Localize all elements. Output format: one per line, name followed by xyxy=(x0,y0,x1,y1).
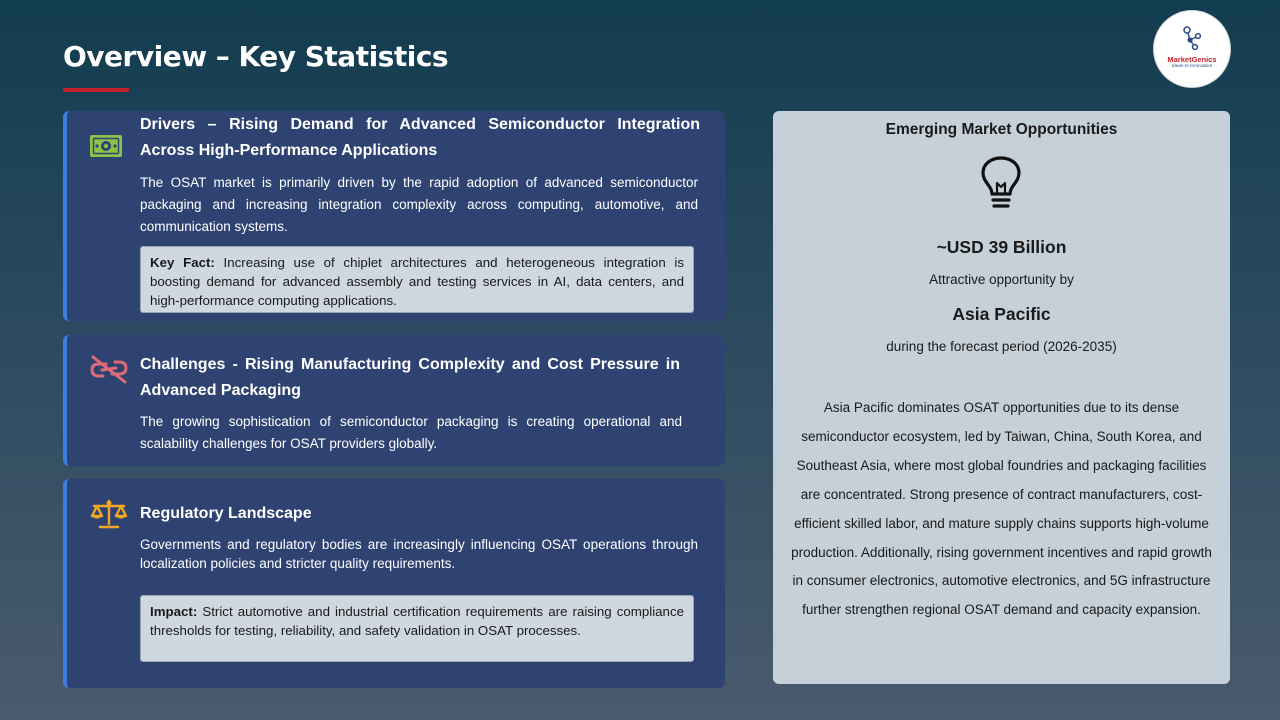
challenges-body: The growing sophistication of semiconductor packaging is creating operational and scalability challenges for OSAT providers globally. xyxy=(140,414,682,451)
impact-text: Strict automotive and industrial certification requirements are raising compliance thresholds for testing, reliability, and safety validation in OSAT processes. xyxy=(150,604,684,638)
company-logo[interactable] xyxy=(1154,11,1230,87)
impact-box xyxy=(140,595,694,662)
money-icon xyxy=(89,133,123,159)
regulatory-body: Governments and regulatory bodies are increasingly influencing OSAT operations through localization policies and stricter quality requirements. xyxy=(140,537,698,571)
drivers-card xyxy=(63,111,725,321)
scales-icon xyxy=(89,498,129,530)
forecast-period: during the forecast period (2026-2035) xyxy=(886,339,1117,354)
key-fact-label: Key Fact: xyxy=(150,255,215,270)
page-title: Overview – Key Statistics xyxy=(63,40,449,73)
logo-name: MarketGenics xyxy=(1167,55,1217,64)
logo-tagline: Ideas to Innovation xyxy=(1171,64,1213,69)
challenges-heading: Challenges - Rising Manufacturing Complexity and Cost Pressure in Advanced Packaging xyxy=(140,356,680,399)
drivers-heading: Drivers – Rising Demand for Advanced Semiconductor Integration Across High-Performance Applications xyxy=(140,116,700,159)
opportunities-panel xyxy=(773,111,1230,684)
title-underline xyxy=(63,88,129,92)
broken-link-icon xyxy=(89,354,129,384)
opportunity-region: Asia Pacific xyxy=(952,304,1051,324)
opportunity-subtitle: Attractive opportunity by xyxy=(929,272,1074,287)
regulatory-card xyxy=(63,479,725,688)
drivers-body: The OSAT market is primarily driven by the rapid adoption of advanced semiconductor packaging and increasing integration complexity across computing, automotive, and communication systems. xyxy=(140,175,698,234)
panel-title: Emerging Market Opportunities xyxy=(885,121,1118,138)
opportunity-value: ~USD 39 Billion xyxy=(936,237,1067,257)
challenges-card xyxy=(63,335,725,466)
key-fact-text: Increasing use of chiplet architectures and heterogeneous integration is boosting demand for advanced assembly and testing services in AI, data centers, and high-performance computing applications. xyxy=(150,255,684,308)
key-fact-box xyxy=(140,246,694,313)
lightbulb-icon xyxy=(978,156,1024,212)
impact-label: Impact: xyxy=(150,604,198,619)
regulatory-heading: Regulatory Landscape xyxy=(140,505,312,522)
molecule-icon xyxy=(1181,25,1203,51)
panel-body: Asia Pacific dominates OSAT opportunities due to its dense semiconductor ecosystem, led by Taiwan, China, South Korea, and Southeast Asia, where most global foundries and packaging facilities are concentrated. Strong presence of contract manufacturers, cost-efficient skilled labor, and mature supply chains supports high-volume production. Additionally, rising government incentives and rapid growth in consumer electronics, automotive electronics, and 5G infrastructure further strengthen regional OSAT demand and capacity expansion. xyxy=(791,400,1212,618)
